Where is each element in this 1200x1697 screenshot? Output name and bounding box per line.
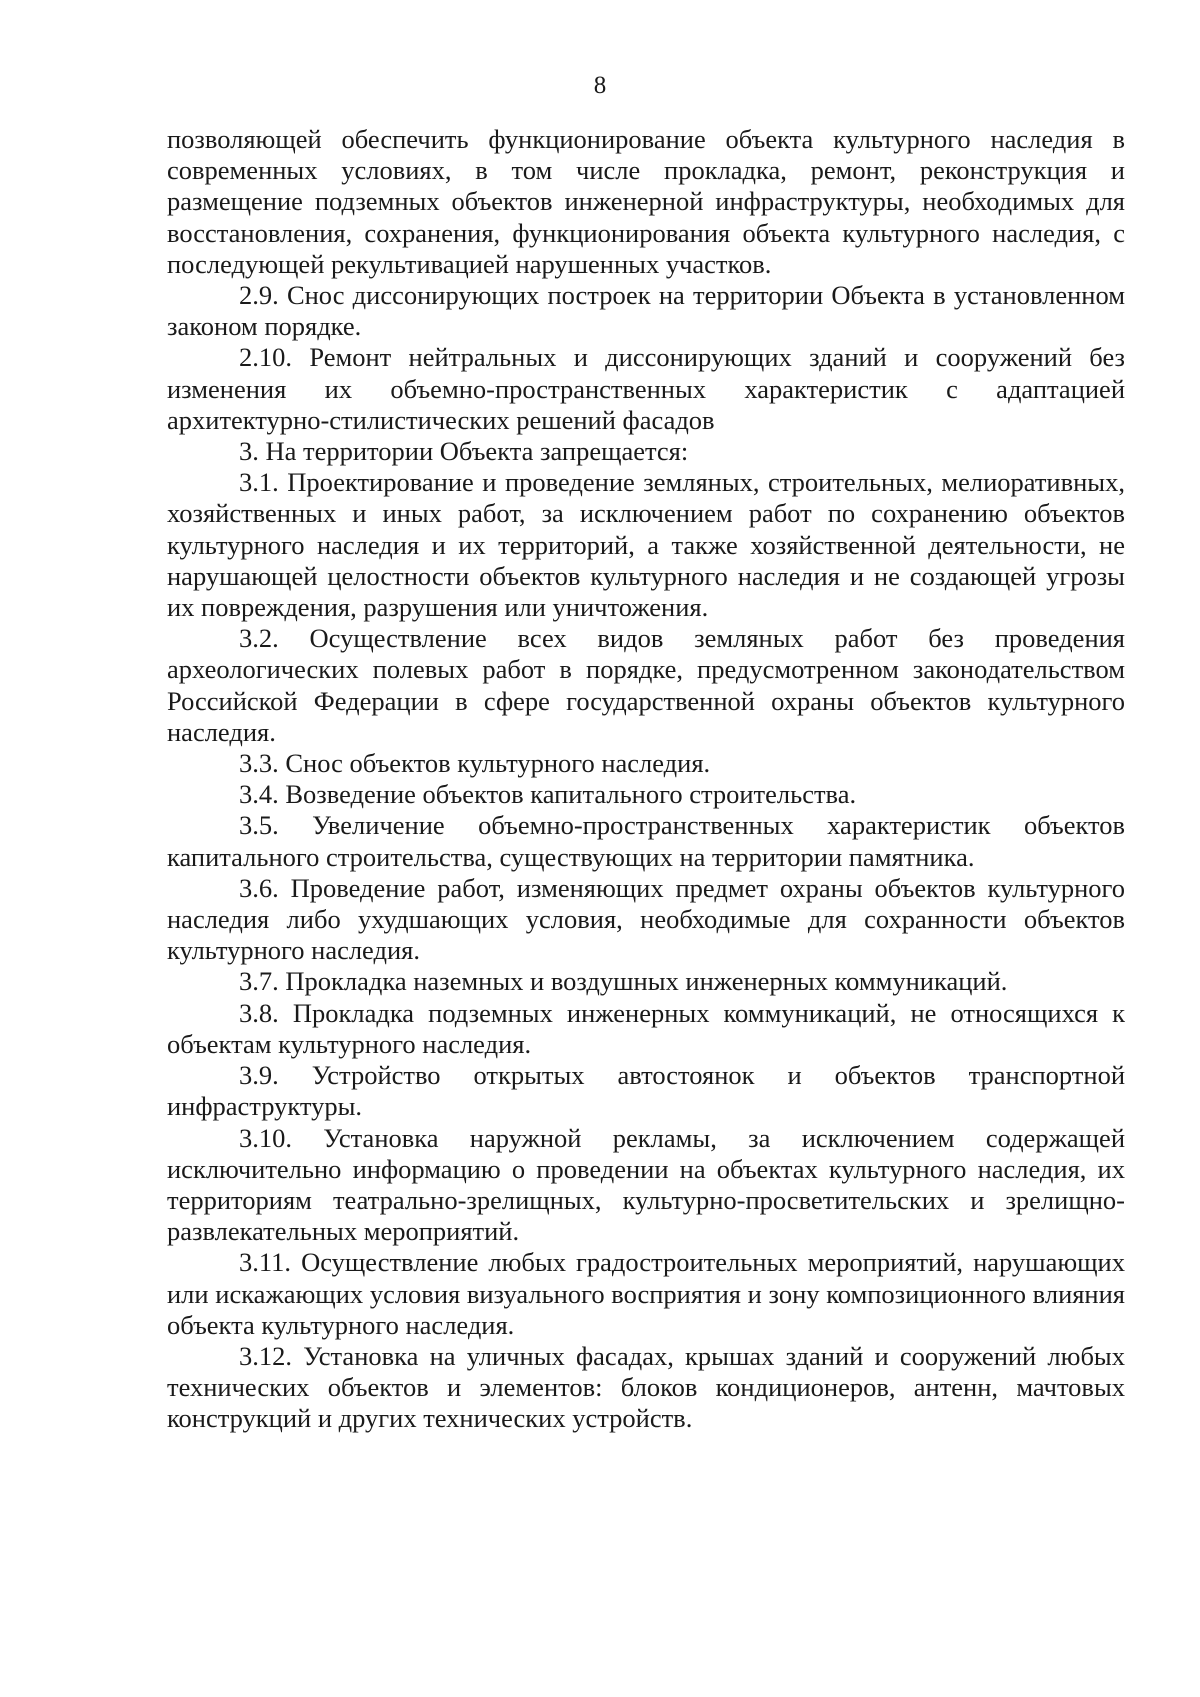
paragraph-3-1: 3.1. Проектирование и проведение земляных, строительных, мелиоративных, хозяйственных и иных работ, за исключением работ по сохранению объектов культурного наследия и их территорий, а также хозяйственной деятельности, не нарушающей целостности объектов культурного наследия и не создающей угрозы их повреждения, разрушения или уничтожения. <box>167 467 1125 623</box>
paragraph-3-4: 3.4. Возведение объектов капитального строительства. <box>239 779 857 810</box>
paragraph-3-2: 3.2. Осуществление всех видов земляных работ без проведения археологических полевых работ в порядке, предусмотренном законодательством Российской Федерации в сфере государственной охраны объектов культурного наследия. <box>167 623 1125 747</box>
paragraph-2-9: 2.9. Снос диссонирующих построек на территории Объекта в установленном законом порядке. <box>167 280 1125 342</box>
paragraph-3-5: 3.5. Увеличение объемно-пространственных характеристик объектов капитального строительства, существующих на территории памятника. <box>167 810 1125 872</box>
paragraph-3-3: 3.3. Снос объектов культурного наследия. <box>239 748 711 779</box>
paragraph-3-6: 3.6. Проведение работ, изменяющих предмет охраны объектов культурного наследия либо ухудшающих условия, необходимые для сохранности объектов культурного наследия. <box>167 872 1125 966</box>
paragraph-continuation: позволяющей обеспечить функционирование объекта культурного наследия в современных условиях, в том числе прокладка, ремонт, реконструкция и размещение подземных объектов инженерной инфраструктуры, необходимых для восстановления, сохранения, функционирования объекта культурного наследия, с последующей рекультивацией нарушенных участков. <box>167 124 1125 279</box>
paragraph-3-11: 3.11. Осуществление любых градостроительных мероприятий, нарушающих или искажающих условия визуального восприятия и зону композиционного влияния объекта культурного наследия. <box>167 1247 1125 1340</box>
paragraph-2-10: 2.10. Ремонт нейтральных и диссонирующих зданий и сооружений без изменения их объемно-пространственных характеристик с адаптацией архитектурно-стилистических решений фасадов <box>167 342 1125 435</box>
paragraph-3-10: 3.10. Установка наружной рекламы, за исключением содержащей исключительно информацию о проведении на объектах культурного наследия, их территориям театрально-зрелищных, культурно-просветительских и зрелищно-развлекательных мероприятий. <box>167 1122 1125 1247</box>
paragraph-3-7: 3.7. Прокладка наземных и воздушных инженерных коммуникаций. <box>239 966 1008 997</box>
document-body <box>167 124 1125 1435</box>
paragraph-3-8: 3.8. Прокладка подземных инженерных коммуникаций, не относящихся к объектам культурного наследия. <box>167 997 1125 1059</box>
paragraph-3-9: 3.9. Устройство открытых автостоянок и объектов транспортной инфраструктуры. <box>167 1060 1125 1122</box>
paragraph-3-heading: 3. На территории Объекта запрещается: <box>239 436 689 467</box>
page-number: 8 <box>593 72 607 99</box>
paragraph-3-12: 3.12. Установка на уличных фасадах, крышах зданий и сооружений любых технических объектов и элементов: блоков кондиционеров, антенн, мачтовых конструкций и других технических устройств. <box>167 1340 1125 1434</box>
